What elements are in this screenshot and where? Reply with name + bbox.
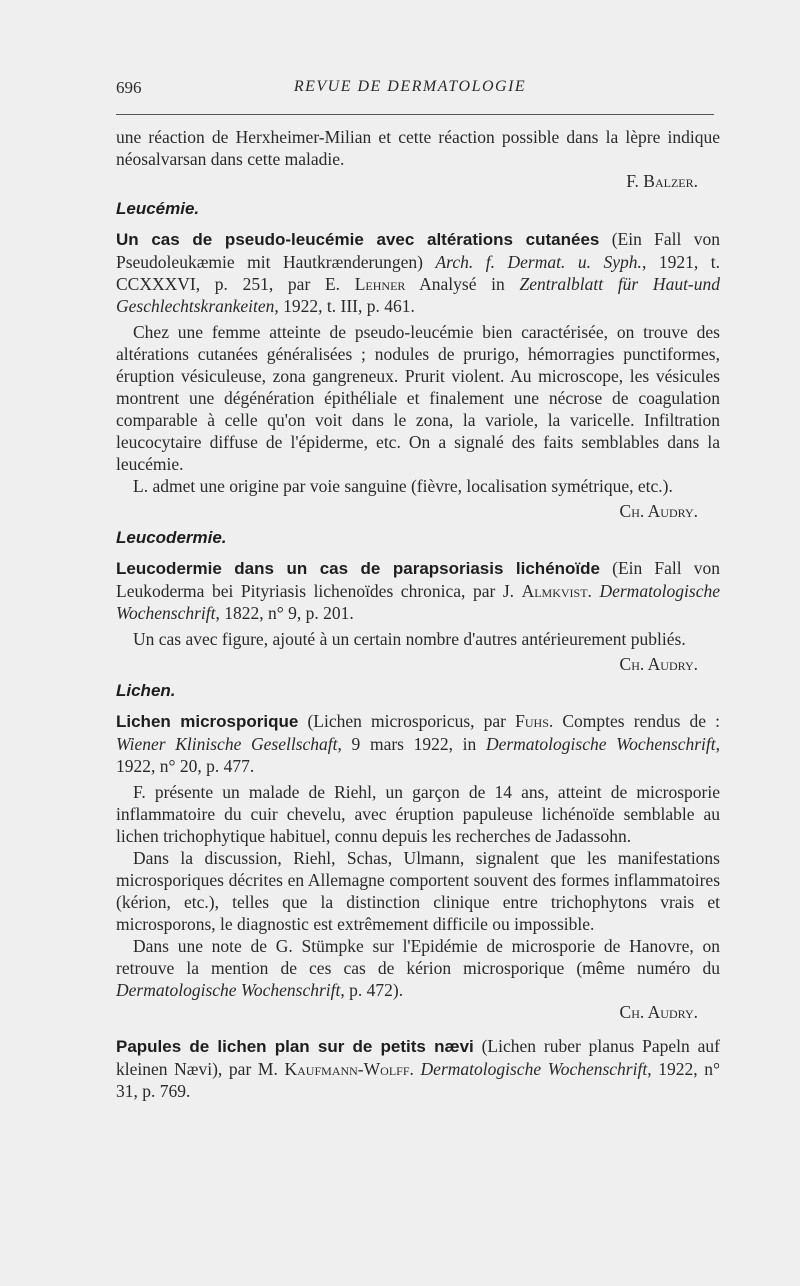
section-heading-lichen: Lichen. bbox=[116, 681, 176, 700]
abstract-paragraph: Un cas avec figure, ajouté à un certain nombre d'autres antérieurement publiés. bbox=[133, 629, 686, 649]
author-name: Kaufmann-Wolff bbox=[284, 1059, 410, 1079]
abstract-paragraph: L. admet une origine par voie sanguine (fièvre, localisation symétrique, etc.). bbox=[133, 476, 673, 496]
article-title: Leucodermie dans un cas de parapsoriasis lichénoïde bbox=[116, 559, 600, 578]
abstract-paragraph: Dans une note de G. Stümpke sur l'Epidémie de microsporie de Hanovre, on retrouve la mention de ces cas de kérion microsporique (même numéro du Dermatologische Wochenschrift, p. 472). bbox=[116, 936, 720, 1000]
abstract-paragraph: F. présente un malade de Riehl, un garçon de 14 ans, atteint de microsporie inflammatoire du cuir chevelu, avec éruption papuleuse lichénoïde semblable au lichen trichophytique habituel, connu depuis les recherches de Jadassohn. bbox=[116, 782, 720, 846]
header-rule bbox=[116, 114, 714, 115]
running-title: REVUE DE DERMATOLOGIE bbox=[293, 78, 527, 95]
author-name: Almkvist bbox=[521, 581, 588, 601]
signature-balzer: F. Balzer. bbox=[626, 171, 698, 191]
article-citation: Papules de lichen plan sur de petits nævi (Lichen ruber planus Papeln auf kleinen Nævi), par M. Kaufmann-Wolff. Dermatologische Wochenschrift, 1922, n° 31, p. 769. bbox=[116, 1036, 721, 1101]
author-name: Lehner bbox=[354, 274, 406, 294]
section-heading-leucodermie: Leucodermie. bbox=[116, 528, 227, 547]
article-title: Lichen microsporique bbox=[116, 712, 299, 731]
page-number: 696 bbox=[116, 78, 142, 97]
section-heading-leucemie: Leucémie. bbox=[116, 199, 200, 218]
signature-audry: Ch. Audry. bbox=[619, 501, 698, 521]
article-citation: Lichen microsporique (Lichen microsporicus, par Fuhs. Comptes rendus de : Wiener Klinische Gesellschaft, 9 mars 1922, in Dermatologische Wochenschrift, 1922, n° 20, p. 477. bbox=[116, 711, 721, 776]
carryover-paragraph: une réaction de Herxheimer-Milian et cette réaction possible dans la lèpre indique néosalvarsan dans cette maladie. bbox=[116, 127, 720, 169]
article-citation: Leucodermie dans un cas de parapsoriasis lichénoïde (Ein Fall von Leukoderma bei Pityriasis lichenoïdes chronica, par J. Almkvist. Dermatologische Wochenschrift, 1822, n° 9, p. 201. bbox=[116, 558, 721, 623]
article-title: Papules de lichen plan sur de petits nævi bbox=[116, 1037, 474, 1056]
page-body bbox=[116, 126, 720, 1106]
signature-audry: Ch. Audry. bbox=[619, 654, 698, 674]
article-citation: Un cas de pseudo-leucémie avec altérations cutanées (Ein Fall von Pseudoleukæmie mit Hautkrænderungen) Arch. f. Dermat. u. Syph., 1921, t. CCXXXVI, p. 251, par E. Lehner Analysé in Zentralblatt für Haut-und Geschlechtskrankeiten, 1922, t. III, p. 461. bbox=[116, 229, 721, 316]
abstract-paragraph: Dans la discussion, Riehl, Schas, Ulmann, signalent que les manifestations microsporiques décrites en Allemagne comportent souvent des formes inflammatoires (kérion, etc.), telles que la distinction clinique entre trichophytons vrais et microsporons, le diagnostic est extrêmement difficile ou impossible. bbox=[116, 848, 720, 934]
page-header bbox=[116, 78, 704, 102]
author-name: Fuhs bbox=[515, 711, 549, 731]
abstract-paragraph: Chez une femme atteinte de pseudo-leucémie bien caractérisée, on trouve des altérations cutanées généralisées ; nodules de prurigo, hémorragies punctiformes, éruption vésiculeuse, zona gangreneux. Prurit violent. Au microscope, les vésicules montrent une dégénération épithéliale et finalement une nécrose de coagulation comparable à celle qu'on voit dans le zona, la variole, la varicelle. Infiltration leucocytaire diffuse de l'épiderme, etc. On a signalé des faits semblables dans la leucémie. bbox=[116, 322, 720, 474]
signature-audry: Ch. Audry. bbox=[619, 1002, 698, 1022]
article-title: Un cas de pseudo-leucémie avec altérations cutanées bbox=[116, 230, 600, 249]
